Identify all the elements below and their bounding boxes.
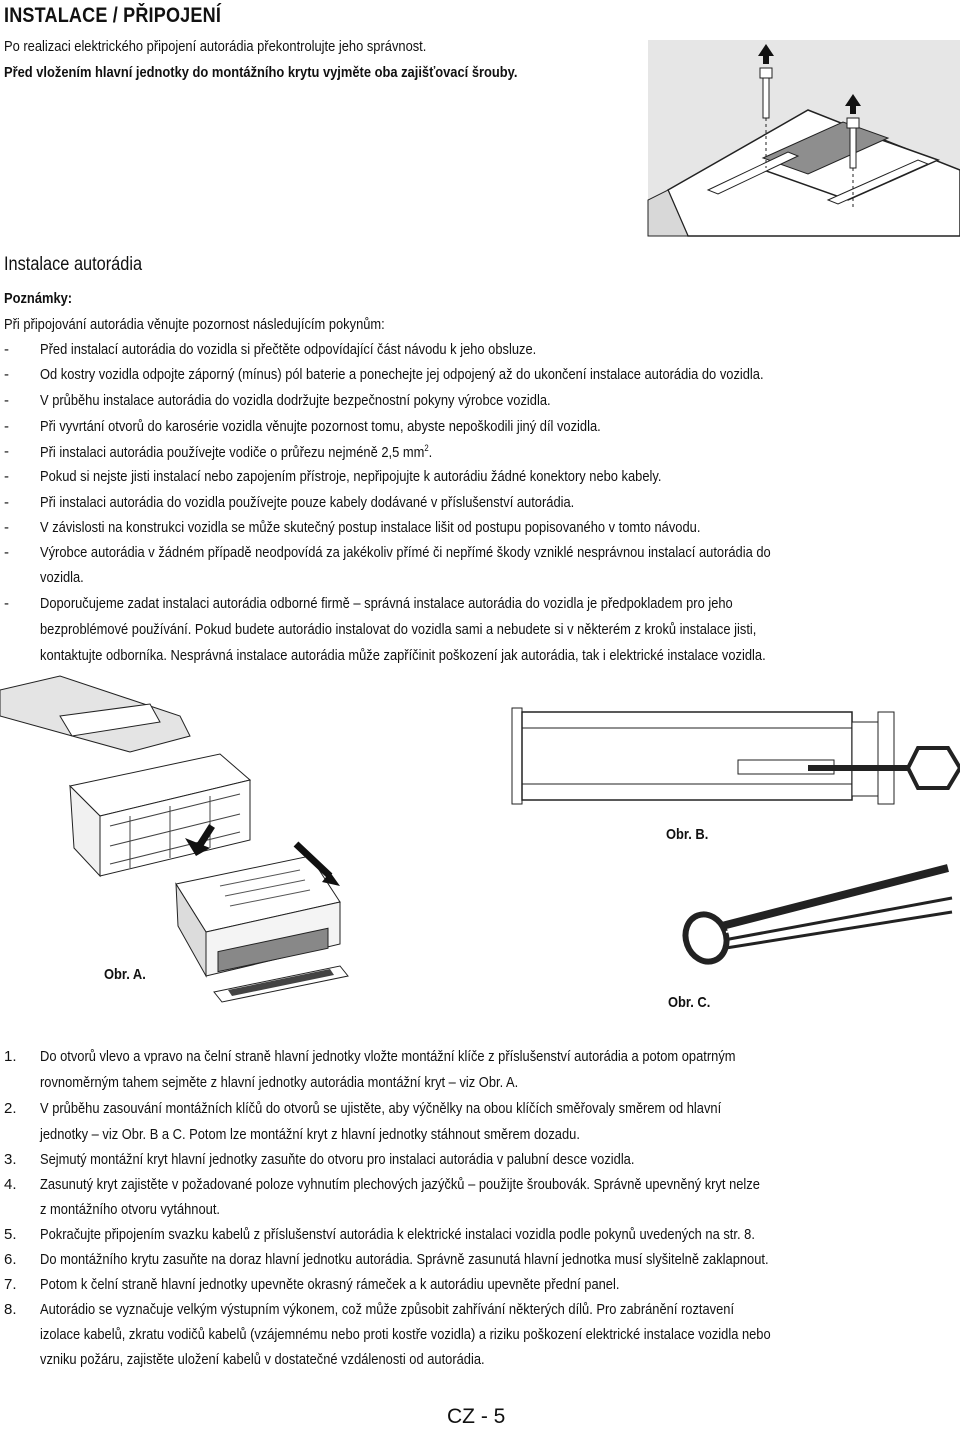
bullet-dash: - [4, 366, 9, 383]
list-item: V průběhu instalace autorádia do vozidla dodržujte bezpečnostní pokyny výrobce vozidla. [40, 392, 551, 409]
mounting-sleeve-illustration [0, 676, 400, 1016]
step-text: jednotky – viz Obr. B a C. Potom lze montážní kryt z hlavní jednotky stáhnout směrem dozadu. [40, 1126, 580, 1143]
list-item: Při instalaci autorádia používejte vodiče o průřezu nejméně 2,5 $mm^2$. [40, 443, 433, 461]
warning-text: Před vložením hlavní jednotky do montážního krytu vyjměte oba zajišťovací šrouby. [4, 64, 518, 81]
figure-a-label: Obr. A. [104, 966, 146, 983]
bullet-dash: - [4, 468, 9, 485]
bullet-dash: - [4, 519, 9, 536]
step-text: rovnoměrným tahem sejměte z hlavní jednotky autorádia montážní kryt – viz Obr. A. [40, 1074, 519, 1091]
step-number: 5. [4, 1226, 17, 1243]
screw-removal-illustration [648, 40, 960, 236]
list-item: Před instalací autorádia do vozidla si přečtěte odpovídající část návodu k jeho obsluze. [40, 341, 537, 358]
step-text: vzniku požáru, zajistěte uložení kabelů v dostatečné vzdálenosti od autorádia. [40, 1351, 485, 1368]
figure-b-label: Obr. B. [666, 826, 709, 843]
step-number: 4. [4, 1176, 17, 1193]
section-title: Instalace autorádia [4, 254, 143, 275]
list-item: Od kostry vozidla odpojte záporný (mínus) pól baterie a ponechejte jej odpojený až do ukončení instalace autorádia do vozidla. [40, 366, 764, 383]
bullet-dash: - [4, 494, 9, 511]
step-text: V průběhu zasouvání montážních klíčů do otvorů se ujistěte, aby výčnělky na obou klíčích směřovaly směrem od hlavní [40, 1100, 722, 1117]
list-item-cont: bezproblémové používání. Pokud budete autorádio instalovat do vozidla sami a nebudete si v některém z kroků instalace jisti, [40, 621, 757, 638]
step-text: izolace kabelů, zkratu vodičů kabelů (vzájemnému nebo proti kostře vozidla) a riziku poškození elektrické instalace vozidla nebo [40, 1326, 771, 1343]
bullet-dash: - [4, 341, 9, 358]
step-number: 1. [4, 1048, 17, 1065]
page-title: INSTALACE / PŘIPOJENÍ [4, 4, 222, 27]
step-number: 6. [4, 1251, 17, 1268]
bullet-dash: - [4, 544, 9, 561]
list-item-cont: vozidla. [40, 569, 84, 586]
removal-key-illustration [676, 862, 960, 972]
step-text: Do otvorů vlevo a vpravo na čelní straně hlavní jednotky vložte montážní klíče z příslušenství autorádia a potom opatrným [40, 1048, 736, 1065]
step-text: Sejmutý montážní kryt hlavní jednotky zasuňte do otvoru pro instalaci autorádia v palubní desce vozidla. [40, 1151, 635, 1168]
step-text: Potom k čelní straně hlavní jednotky upevněte okrasný rámeček a k autorádiu upevněte přední panel. [40, 1276, 620, 1293]
step-number: 2. [4, 1100, 17, 1117]
step-number: 3. [4, 1151, 17, 1168]
list-item: V závislosti na konstrukci vozidla se může skutečný postup instalace lišit od postupu popisovaného v tomto návodu. [40, 519, 701, 536]
list-item: Při vyvrtání otvorů do karosérie vozidla věnujte pozornost tomu, abyste nepoškodili jiný díl vozidla. [40, 418, 601, 435]
step-text: z montážního otvoru vytáhnout. [40, 1201, 220, 1218]
page-number: CZ - 5 [447, 1405, 506, 1428]
list-item-cont: kontaktujte odborníka. Nesprávná instalace autorádia může zapříčinit poškození jak autorádia, tak i elektrické instalace vozidla. [40, 647, 766, 664]
bullet-dash: - [4, 443, 9, 460]
step-number: 7. [4, 1276, 17, 1293]
list-item: Výrobce autorádia v žádném případě neodpovídá za jakékoliv přímé či nepřímé škody vzniklé nesprávnou instalací autorádia do [40, 544, 771, 561]
bullet-dash: - [4, 418, 9, 435]
list-item: Doporučujeme zadat instalaci autorádia odborné firmě – správná instalace autorádia do vozidla je předpokladem pro jeho [40, 595, 733, 612]
unit-side-illustration [508, 702, 960, 812]
intro-text: Po realizaci elektrického připojení autorádia překontrolujte jeho správnost. [4, 38, 427, 55]
step-text: Autorádio se vyznačuje velkým výstupním výkonem, což může způsobit zahřívání některých dílů. Pro zabránění roztavení [40, 1301, 735, 1318]
bullet-dash: - [4, 595, 9, 612]
step-number: 8. [4, 1301, 17, 1318]
list-item: Pokud si nejste jisti instalací nebo zapojením přístroje, nepřipojujte k autorádiu žádné konektory nebo kabely. [40, 468, 662, 485]
step-text: Pokračujte připojením svazku kabelů z příslušenství autorádia k elektrické instalaci vozidla podle pokynů uvedených na str. 8. [40, 1226, 755, 1243]
step-text: Do montážního krytu zasuňte na doraz hlavní jednotku autorádia. Správně zasunutá hlavní jednotka musí slyšitelně zaklapnout. [40, 1251, 769, 1268]
step-text: Zasunutý kryt zajistěte v požadované poloze vyhnutím plechových jazýčků – použijte šroubovák. Správně upevněný kryt nelze [40, 1176, 760, 1193]
list-item: Při instalaci autorádia do vozidla používejte pouze kabely dodávané v příslušenství autorádia. [40, 494, 575, 511]
figure-c-label: Obr. C. [668, 994, 711, 1011]
notes-intro: Při připojování autorádia věnujte pozornost následujícím pokynům: [4, 316, 385, 333]
notes-label: Poznámky: [4, 290, 73, 307]
bullet-dash: - [4, 392, 9, 409]
